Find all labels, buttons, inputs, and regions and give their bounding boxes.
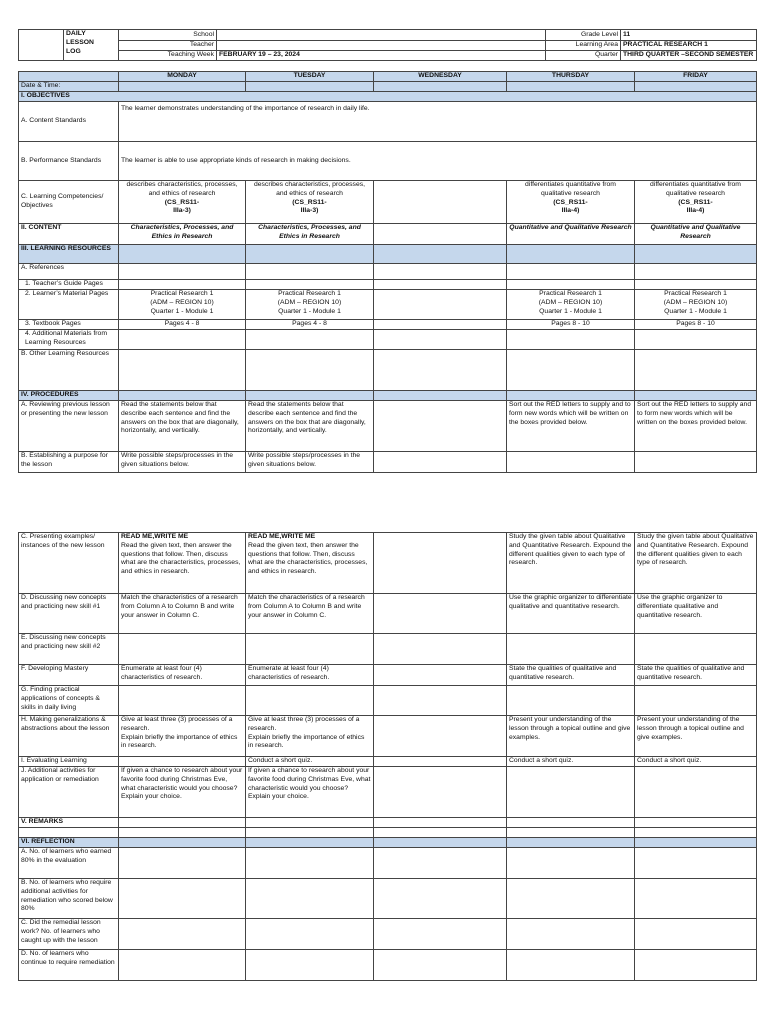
additional-monday: If given a chance to research about your favorite food during Christmas Eve, what characteristic would you choose? Explain your choice. xyxy=(119,767,246,818)
teacher-label: Teacher xyxy=(119,41,217,51)
competency-thursday: differentiates quantitative from qualitative research (CS_RS11- IIIa-4) xyxy=(507,181,635,224)
mastery-monday: Enumerate at least four (4) characteristics of research. xyxy=(119,665,246,686)
school-value xyxy=(217,30,546,41)
pages-tuesday: Pages 4 - 8 xyxy=(246,320,374,330)
purpose-tuesday: Write possible steps/processes in the given situations below. xyxy=(246,452,374,473)
performance-standards-text: The learner is able to use appropriate kinds of research in making decisions. xyxy=(119,142,757,181)
lm-thursday: Practical Research 1 (ADM – REGION 10) Quarter 1 - Module 1 xyxy=(507,290,635,320)
area-value: PRACTICAL RESEARCH 1 xyxy=(621,41,757,51)
content-wednesday xyxy=(374,224,507,245)
reviewing-wednesday xyxy=(374,401,507,452)
competency-friday: differentiates quantitative from qualitative research (CS_RS11- IIIa-4) xyxy=(635,181,757,224)
presenting-label: C. Presenting examples/ instances of the new lesson xyxy=(19,533,119,594)
generalization-thursday: Present your understanding of the lesson through a topical outline and give examples. xyxy=(507,716,635,757)
additional-materials-label: 4. Additional Materials from Learning Resources xyxy=(19,330,119,350)
resources-heading: III. LEARNING RESOURCES xyxy=(19,245,119,264)
evaluating-thursday: Conduct a short quiz. xyxy=(507,757,635,767)
lesson-log-table-page1 xyxy=(18,71,757,473)
additional-activities-label: J. Additional activities for application or remediation xyxy=(19,767,119,818)
header-table xyxy=(18,29,757,61)
pages-thursday: Pages 8 - 10 xyxy=(507,320,635,330)
week-value: FEBRUARY 19 – 23, 2024 xyxy=(217,51,546,61)
generalization-friday: Present your understanding of the lesson through a topical outline and give examples. xyxy=(635,716,757,757)
practical-label: G. Finding practical applications of concepts & skills in daily living xyxy=(19,686,119,716)
mastery-tuesday: Enumerate at least four (4) characteristics of research. xyxy=(246,665,374,686)
discuss1-wednesday xyxy=(374,594,507,634)
generalization-label: H. Making generalizations & abstractions about the lesson xyxy=(19,716,119,757)
additional-friday xyxy=(635,767,757,818)
purpose-label: B. Establishing a purpose for the lesson xyxy=(19,452,119,473)
quarter-value: THIRD QUARTER –SECOND SEMESTER xyxy=(621,51,757,61)
week-label: Teaching Week xyxy=(119,51,217,61)
school-label: School xyxy=(119,30,217,41)
lm-tuesday: Practical Research 1 (ADM – REGION 10) Quarter 1 - Module 1 xyxy=(246,290,374,320)
content-standards-text: The learner demonstrates understanding of the importance of research in daily life. xyxy=(119,102,757,142)
procedures-heading: IV. PROCEDURES xyxy=(19,391,119,401)
generalization-monday: Give at least three (3) processes of a research. Explain briefly the importance of ethics in research. xyxy=(119,716,246,757)
quarter-label: Quarter xyxy=(546,51,621,61)
day-header-friday: FRIDAY xyxy=(635,72,757,82)
lm-wednesday xyxy=(374,290,507,320)
grade-value: 11 xyxy=(621,30,757,41)
content-thursday: Quantitative and Qualitative Research xyxy=(507,224,635,245)
references-label: A. References xyxy=(19,264,119,280)
teacher-value xyxy=(217,41,546,51)
competency-monday: describes characteristics, processes, and ethics of research (CS_RS11- IIIa-3) xyxy=(119,181,246,224)
presenting-tuesday: READ ME,WRITE ME Read the given text, then answer the questions that follow. Then, discuss what are the characteristics, processes, and ethics in research. xyxy=(246,533,374,594)
textbook-pages-label: 3. Textbook Pages xyxy=(19,320,119,330)
discuss1-monday: Match the characteristics of a research from Column A to Column B and write your answer in Column C. xyxy=(119,594,246,634)
discuss2-label: E. Discussing new concepts and practicing new skill #2 xyxy=(19,634,119,665)
mastery-wednesday xyxy=(374,665,507,686)
reviewing-monday: Read the statements below that describe each sentence and find the answers on the box that are diagonally, horizontally, and vertically. xyxy=(119,401,246,452)
purpose-monday: Write possible steps/processes in the given situations below. xyxy=(119,452,246,473)
reviewing-friday: Sort out the RED letters to supply and to form new words which will be written on the boxes provided below. xyxy=(635,401,757,452)
lm-monday: Practical Research 1 (ADM – REGION 10) Quarter 1 - Module 1 xyxy=(119,290,246,320)
date-time-label: Date & Time: xyxy=(19,82,119,92)
lesson-log-table-page2 xyxy=(18,532,757,981)
mastery-label: F. Developing Mastery xyxy=(19,665,119,686)
day-header-wednesday: WEDNESDAY xyxy=(374,72,507,82)
mastery-friday: State the qualities of qualitative and quantitative research. xyxy=(635,665,757,686)
area-label: Learning Area xyxy=(546,41,621,51)
purpose-thursday xyxy=(507,452,635,473)
day-header-tuesday: TUESDAY xyxy=(246,72,374,82)
corner-cell xyxy=(19,72,119,82)
competency-tuesday: describes characteristics, processes, and ethics of research (CS_RS11- IIIa-3) xyxy=(246,181,374,224)
reflection-b-label: B. No. of learners who require additional activities for remediation who scored below 80% xyxy=(19,879,119,919)
content-standards-label: A. Content Standards xyxy=(19,102,119,142)
lm-pages-label: 2. Learner’s Material Pages xyxy=(19,290,119,320)
generalization-tuesday: Give at least three (3) processes of a research. Explain briefly the importance of ethics in research. xyxy=(246,716,374,757)
purpose-friday xyxy=(635,452,757,473)
pages-monday: Pages 4 - 8 xyxy=(119,320,246,330)
pages-friday: Pages 8 - 10 xyxy=(635,320,757,330)
content-friday: Quantitative and Qualitative Research xyxy=(635,224,757,245)
reflection-c-label: C. Did the remedial lesson work? No. of learners who caught up with the lesson xyxy=(19,919,119,950)
presenting-friday: Study the given table about Qualitative and Quantitative Research. Expound the different qualities given to each type of research. xyxy=(635,533,757,594)
additional-tuesday: If given a chance to research about your favorite food during Christmas Eve, what characteristic would you choose? Explain your choice. xyxy=(246,767,374,818)
grade-label: Grade Level xyxy=(546,30,621,41)
day-header-thursday: THURSDAY xyxy=(507,72,635,82)
presenting-wednesday xyxy=(374,533,507,594)
purpose-wednesday xyxy=(374,452,507,473)
dll-title: DAILY LESSON LOG xyxy=(64,30,119,61)
performance-standards-label: B. Performance Standards xyxy=(19,142,119,181)
content-heading: II. CONTENT xyxy=(19,224,119,245)
content-tuesday: Characteristics, Processes, and Ethics in Research xyxy=(246,224,374,245)
reflection-a-label: A. No. of learners who earned 80% in the evaluation xyxy=(19,848,119,879)
presenting-monday: READ ME,WRITE ME Read the given text, then answer the questions that follow. Then, discuss what are the characteristics, processes, and ethics in research. xyxy=(119,533,246,594)
evaluating-monday xyxy=(119,757,246,767)
reviewing-label: A. Reviewing previous lesson or presenting the new lesson xyxy=(19,401,119,452)
additional-thursday xyxy=(507,767,635,818)
discuss1-thursday: Use the graphic organizer to differentiate qualitative and quantitative research. xyxy=(507,594,635,634)
reflection-heading: VI. REFLECTION xyxy=(19,838,119,848)
additional-wednesday xyxy=(374,767,507,818)
presenting-thursday: Study the given table about Qualitative and Quantitative Research. Expound the different qualities given to each type of research. xyxy=(507,533,635,594)
evaluating-wednesday xyxy=(374,757,507,767)
generalization-wednesday xyxy=(374,716,507,757)
objectives-heading: I. OBJECTIVES xyxy=(19,92,757,102)
content-monday: Characteristics, Processes, and Ethics in Research xyxy=(119,224,246,245)
pages-wednesday xyxy=(374,320,507,330)
lm-friday: Practical Research 1 (ADM – REGION 10) Quarter 1 - Module 1 xyxy=(635,290,757,320)
mastery-thursday: State the qualities of qualitative and quantitative research. xyxy=(507,665,635,686)
reviewing-thursday: Sort out the RED letters to supply and to form new words which will be written on the boxes provided below. xyxy=(507,401,635,452)
discuss1-label: D. Discussing new concepts and practicing new skill #1 xyxy=(19,594,119,634)
other-resources-label: B. Other Learning Resources xyxy=(19,350,119,391)
evaluating-label: I. Evaluating Learning xyxy=(19,757,119,767)
competencies-label: C. Learning Competencies/ Objectives xyxy=(19,181,119,224)
discuss1-friday: Use the graphic organizer to differentiate qualitative and quantitative research. xyxy=(635,594,757,634)
day-header-monday: MONDAY xyxy=(119,72,246,82)
reviewing-tuesday: Read the statements below that describe each sentence and find the answers on the box that are diagonally, horizontally, and vertically. xyxy=(246,401,374,452)
evaluating-friday: Conduct a short quiz. xyxy=(635,757,757,767)
header-blank xyxy=(19,30,64,61)
evaluating-tuesday: Conduct a short quiz. xyxy=(246,757,374,767)
competency-wednesday xyxy=(374,181,507,224)
discuss1-tuesday: Match the characteristics of a research from Column A to Column B and write your answer in Column C. xyxy=(246,594,374,634)
reflection-d-label: D. No. of learners who continue to require remediation xyxy=(19,950,119,981)
tg-pages-label: 1. Teacher’s Guide Pages xyxy=(19,280,119,290)
remarks-heading: V. REMARKS xyxy=(19,818,119,828)
